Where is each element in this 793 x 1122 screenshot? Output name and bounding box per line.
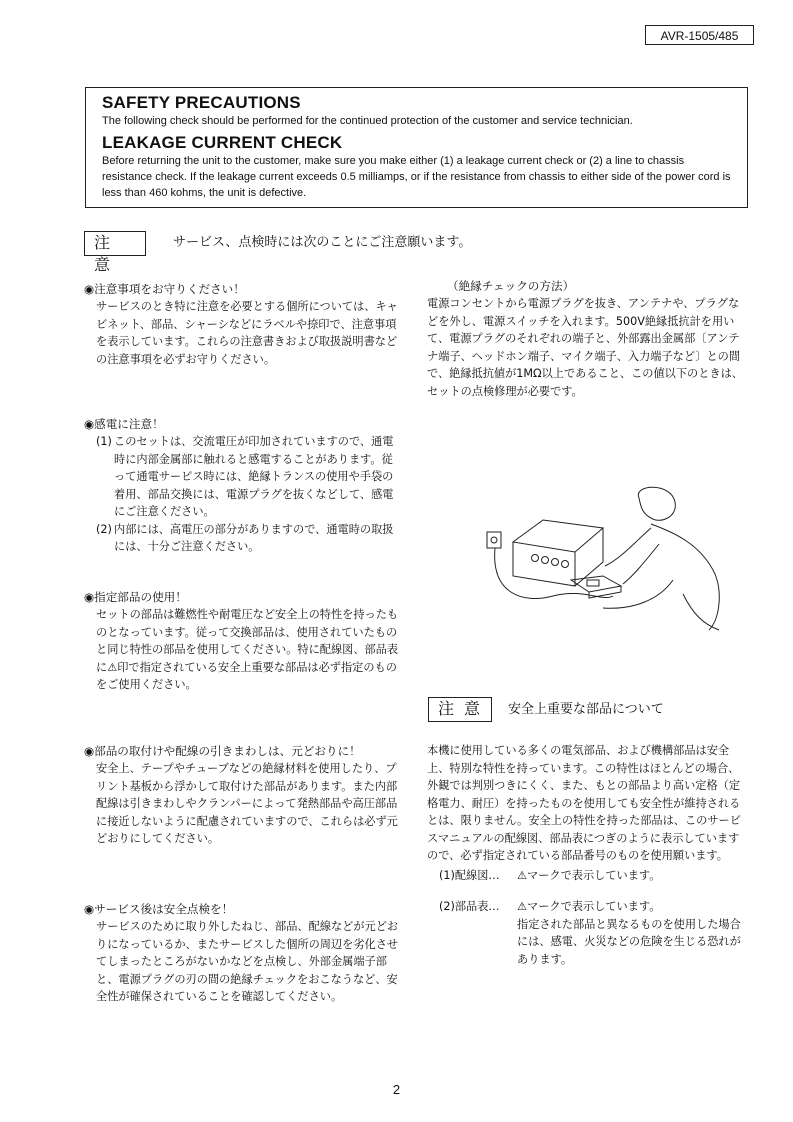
section-title: ◉注意事項をお守りください！ [84, 282, 245, 296]
important-parts-heading: 安全上重要な部品について [508, 702, 664, 717]
section-title: ◉感電に注意！ [84, 417, 164, 431]
section-body: 本機に使用している多くの電気部品、および機構部品は安全上、特別な特性を持っています。この特性はほとんどの場合、外観では判別つきにくく、また、もとの部品より高い定格（定格電力、耐圧）を持ったものを使用しても安全性が維持されるとは、限りません。安全上の特性を持った部品は、このサービスマニュアルの配線図、部品表につぎのように表示していますので、必ず指定されている部品番号のものを使用願います。 [427, 744, 741, 862]
left-section-1 [84, 280, 402, 368]
safety-title: SAFETY PRECAUTIONS [102, 93, 301, 112]
section-title: ◉部品の取付けや配線の引きまわしは、元どおりに！ [84, 744, 361, 758]
section-title: ◉サービス後は安全点検を！ [84, 902, 234, 916]
item-number: (2) [96, 522, 112, 536]
section-body: セットの部品は難燃性や耐電圧など安全上の特性を持ったものとなっています。従って交換部品は、使用されていたものと同じ特性の部品を使用してください。特に配線図、部品表に⚠印で指定されている安全上重要な部品は必ず指定のものをご使用ください。 [96, 608, 399, 691]
insulation-check-illustration [483, 484, 745, 632]
main-heading: サービス、点検時には次のことにご注意願います。 [173, 235, 472, 250]
section-title: （絶縁チェックの方法） [447, 279, 575, 293]
left-section-3 [84, 588, 402, 694]
item-text: ⚠マークで表示しています。 [517, 900, 661, 913]
list-item [427, 898, 747, 968]
item-text: 内部には、高電圧の部分がありますので、通電時の取扱には、十分ご注意ください。 [114, 522, 394, 553]
leakage-text: Before returning the unit to the customer, make sure you make either (1) a leakage current check or (2) a line to chassis resistance check. If the leakage current exceeds 0.5 milliamps, or if the resistance from chassis to either side of the power cord is less than 460 kohms, the unit is defective. [102, 155, 731, 199]
item-number: (1) [96, 435, 112, 448]
safety-line: The following check should be performed for the continued protection of the customer and service technician. [102, 115, 633, 127]
item-content [517, 898, 747, 968]
section-body: サービスのとき特に注意を必要とする個所については、キャビネット、部品、シャーシなどにラベルや捺印で、注意事項を表示しています。これらの注意書きおよび取扱説明書などの注意事項を必ずお守りください。 [96, 300, 398, 366]
section-title: ◉指定部品の使用！ [84, 590, 187, 604]
item-note: 指定された部品と異なるものを使用した場合には、感電、火災などの危険を生じる恐れがあります。 [517, 917, 741, 966]
model-number: AVR-1505/485 [645, 25, 754, 45]
safety-precautions-box [85, 87, 748, 208]
section-body: 電源コンセントから電源プラグを抜き、アンテナや、プラグなどを外し、電源スイッチを入れます。500V絶縁抵抗計を用いて、電源プラグのそれぞれの端子と、外部露出金属部〔アンテナ端子、ヘッドホン端子、マイク端子、入力端子など〕との間で、絶縁抵抗値が1MΩ以上であること、この値以下のときは、セットの点検修理が必要です。 [427, 297, 743, 398]
left-section-5 [84, 900, 402, 1006]
section-body: 安全上、テープやチューブなどの絶縁材料を使用したり、プリント基板から浮かして取付けた部品があります。また内部配線は引きまわしやクランパーによって発熱部品や高圧部品に接近しないように配慮されていますので、これらは必ず元どおりにしてください。 [96, 762, 398, 845]
left-section-2 [84, 415, 402, 556]
item-number: (2)部品表… [439, 900, 500, 913]
caution-label: 注意 [428, 697, 492, 722]
numbered-item [84, 433, 402, 521]
left-section-4 [84, 742, 402, 848]
important-parts-section [427, 742, 747, 968]
insulation-check-section [427, 277, 747, 400]
item-text: ⚠マークで表示しています。 [517, 868, 661, 882]
item-number: (1)配線図… [439, 868, 500, 882]
leakage-title: LEAKAGE CURRENT CHECK [102, 133, 343, 152]
list-item [427, 867, 747, 885]
wall-outlet-icon [487, 532, 501, 548]
caution-label: 注意 [84, 231, 146, 256]
page-number: 2 [392, 1082, 401, 1097]
section-body: サービスのために取り外したねじ、部品、配線などが元どおりになっているか、またサービスした個所の周辺を劣化させてしまったところがないかなどを点検し、外部金属端子部と、電源プラグの刃の間の絶縁チェックをおこなうなど、安全性が確保されていることを確認してください。 [96, 920, 399, 1003]
numbered-item [84, 521, 402, 556]
item-text: このセットは、交流電圧が印加されていますので、通電時に内部金属部に触れると感電することがあります。従って通電サービス時には、絶縁トランスの使用や手袋の着用、部品交換には、電源プラグを抜くなどして、感電にご注意ください。 [114, 435, 394, 518]
